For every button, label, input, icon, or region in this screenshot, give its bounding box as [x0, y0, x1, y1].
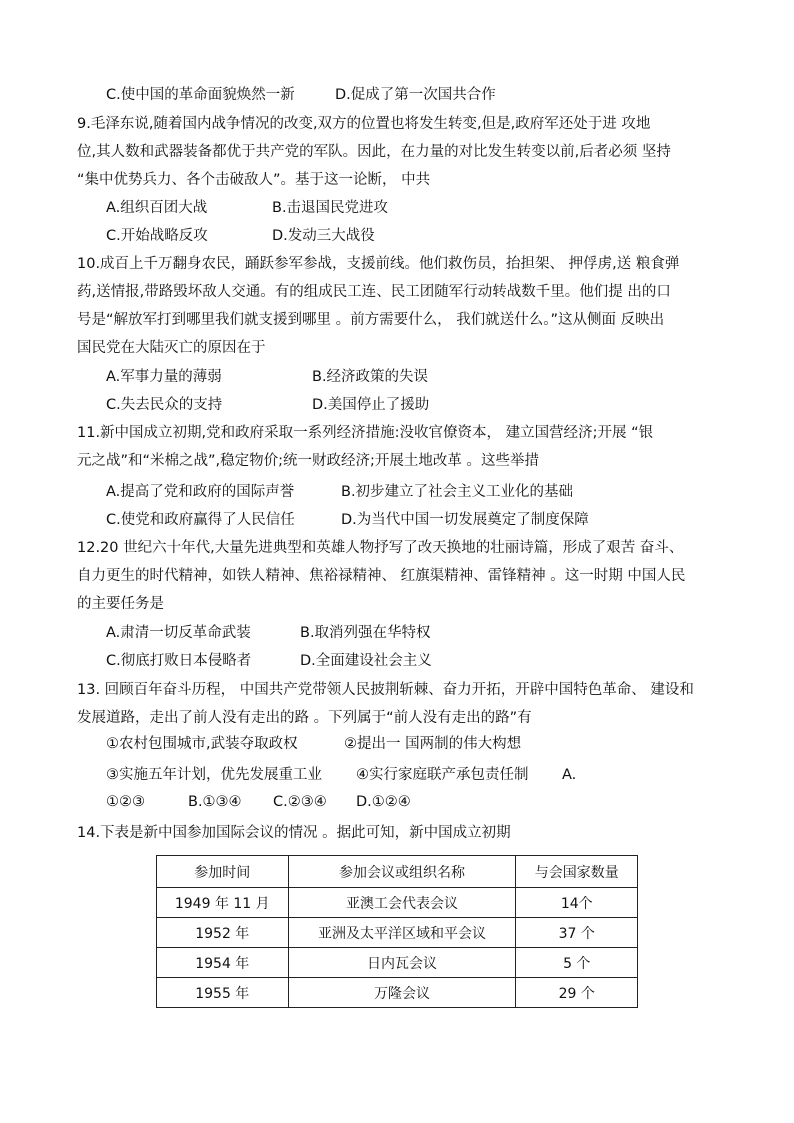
q12-option-c: C.彻底打败日本侵略者 — [106, 653, 252, 669]
q10-option-d: D.美国停止了援助 — [312, 397, 430, 413]
q12-stem-line-2: 自力更生的时代精神，如铁人精神、焦裕禄精神、 红旗渠精神、雷锋精神 。这一时期 中国人民 — [77, 568, 686, 584]
q8-option-d: D.促成了第一次国共合作 — [335, 87, 496, 103]
q10-stem-line-3: 号是“解放军打到哪里我们就支援到哪里 。前方需要什么， 我们就送什么。”这从侧面 反映出 — [77, 312, 665, 328]
q10-option-c: C.失去民众的支持 — [106, 397, 223, 413]
q11-stem-line-1: 11.新中国成立初期,党和政府采取一系列经济措施:没收官僚资本， 建立国营经济;开展 “银 — [77, 425, 654, 441]
cell-conference: 日内瓦会议 — [288, 948, 516, 978]
cell-conference: 万隆会议 — [288, 978, 516, 1008]
q9-options-row-2 — [106, 225, 375, 247]
q9-option-c: C.开始战略反攻 — [106, 228, 208, 244]
q11-options-row-2 — [106, 509, 589, 531]
q13-option-a: ①②③ — [106, 794, 145, 810]
conference-table — [156, 855, 638, 1008]
cell-time: 1952 年 — [157, 918, 289, 948]
q13-items-row-2 — [106, 764, 576, 786]
table-header-row — [157, 856, 638, 888]
header-count: 与会国家数量 — [516, 856, 638, 888]
q9-stem-line-2: 位,其人数和武器装备都优于共产党的军队。因此，在力量的对比发生转变以前,后者必须 坚持 — [77, 144, 671, 160]
q14-stem: 14.下表是新中国参加国际会议的情况 。据此可知，新中国成立初期 — [77, 825, 511, 841]
q13-option-c: C.②③④ — [273, 794, 327, 810]
q9-option-b: B.击退国民党进攻 — [272, 200, 389, 216]
cell-count: 14个 — [516, 888, 638, 918]
q12-stem-line-1: 12.20 世纪六十年代,大量先进典型和英雄人物抒写了改天换地的壮丽诗篇，形成了艰苦 奋斗、 — [77, 540, 684, 556]
q9-options-row-1 — [106, 197, 388, 219]
q13-options-row — [106, 791, 411, 813]
q10-stem-line-2: 药,送情报,带路毁坏敌人交通。有的组成民工连、民工团随军行动转战数千里。他们提 出的口 — [77, 284, 671, 300]
table-row — [157, 888, 638, 918]
cell-count: 37 个 — [516, 918, 638, 948]
q13-item-4: ④实行家庭联产承包责任制 — [356, 767, 529, 783]
q13-option-a-label: A. — [562, 767, 577, 783]
q10-stem-line-4: 国民党在大陆灭亡的原因在于 — [77, 340, 266, 356]
q13-item-1: ①农村包围城市,武装夺取政权 — [106, 736, 298, 752]
cell-time: 1954 年 — [157, 948, 289, 978]
q8-options-row — [106, 84, 496, 106]
cell-count: 5 个 — [516, 948, 638, 978]
q11-option-d: D.为当代中国一切发展奠定了制度保障 — [341, 512, 589, 528]
header-conference: 参加会议或组织名称 — [288, 856, 516, 888]
q9-stem-line-3: “集中优势兵力、各个击破敌人”。基于这一论断， 中共 — [77, 172, 431, 188]
cell-count: 29 个 — [516, 978, 638, 1008]
q13-item-2: ②提出一 国两制的伟大构想 — [344, 736, 522, 752]
q12-options-row-2 — [106, 650, 432, 672]
q9-stem-line-1: 9.毛泽东说,随着国内战争情况的改变,双方的位置也将发生转变,但是,政府军还处于进 攻地 — [77, 116, 651, 132]
q11-option-b: B.初步建立了社会主义工业化的基础 — [341, 484, 574, 500]
q11-option-a: A.提高了党和政府的国际声誉 — [106, 484, 295, 500]
q13-option-b: B.①③④ — [188, 794, 242, 810]
cell-time: 1949 年 11 月 — [157, 888, 289, 918]
q10-options-row-2 — [106, 394, 429, 416]
table-row — [157, 978, 638, 1008]
cell-conference: 亚洲及太平洋区域和平会议 — [288, 918, 516, 948]
q10-option-b: B.经济政策的失误 — [312, 369, 429, 385]
q13-item-3: ③实施五年计划，优先发展重工业 — [106, 767, 322, 783]
header-time: 参加时间 — [157, 856, 289, 888]
q10-option-a: A.军事力量的薄弱 — [106, 369, 222, 385]
cell-time: 1955 年 — [157, 978, 289, 1008]
q12-option-d: D.全面建设社会主义 — [300, 653, 432, 669]
q13-option-d: D.①②④ — [356, 794, 411, 810]
q13-stem-line-1: 13. 回顾百年奋斗历程， 中国共产党带领人民披荆斩棘、奋力开拓，开辟中国特色革命、 建设和 — [77, 682, 694, 698]
q11-options-row-1 — [106, 481, 573, 503]
q12-options-row-1 — [106, 622, 431, 644]
q12-option-a: A.肃清一切反革命武装 — [106, 625, 251, 641]
q13-stem-line-2: 发展道路，走出了前人没有走出的路 。下列属于“前人没有走出的路”有 — [77, 710, 532, 726]
table-row — [157, 918, 638, 948]
q9-option-d: D.发动三大战役 — [272, 228, 375, 244]
q11-option-c: C.使党和政府赢得了人民信任 — [106, 512, 295, 528]
q10-options-row-1 — [106, 366, 428, 388]
q10-stem-line-1: 10.成百上千万翻身农民，踊跃参军参战，支援前线。他们救伤员，抬担架、 押俘虏,送 粮食弹 — [77, 256, 680, 272]
q11-stem-line-2: 元之战”和“米棉之战”,稳定物价;统一财政经济;开展土地改革 。这些举措 — [77, 453, 540, 469]
table-row — [157, 948, 638, 978]
q12-stem-line-3: 的主要任务是 — [77, 596, 164, 612]
cell-conference: 亚澳工会代表会议 — [288, 888, 516, 918]
q12-option-b: B.取消列强在华特权 — [300, 625, 431, 641]
q9-option-a: A.组织百团大战 — [106, 200, 208, 216]
q13-items-row-1 — [106, 733, 521, 755]
q8-option-c: C.使中国的革命面貌焕然一新 — [106, 87, 295, 103]
